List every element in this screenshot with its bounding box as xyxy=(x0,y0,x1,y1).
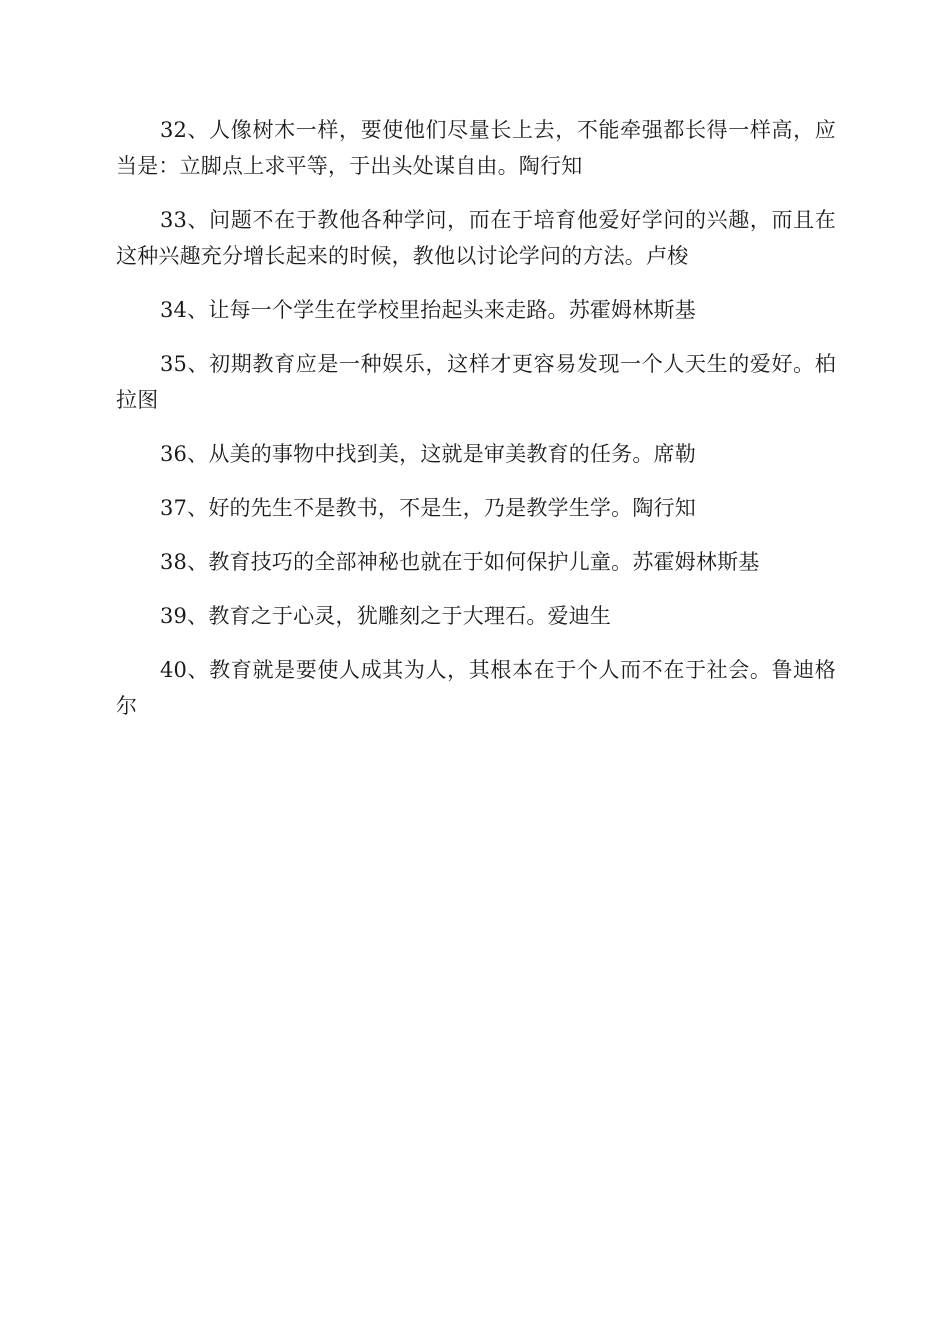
quote-paragraph-32: 32、人像树木一样，要使他们尽量长上去，不能牵强都长得一样高，应当是：立脚点上求平等，于出头处谋自由。陶行知 xyxy=(116,118,836,178)
quote-paragraph-35: 35、初期教育应是一种娱乐，这样才更容易发现一个人天生的爱好。柏拉图 xyxy=(116,352,836,412)
quote-paragraph-38: 38、教育技巧的全部神秘也就在于如何保护儿童。苏霍姆林斯基 xyxy=(160,550,760,574)
quote-list xyxy=(116,112,836,742)
quote-paragraph-36: 36、从美的事物中找到美，这就是审美教育的任务。席勒 xyxy=(160,442,696,466)
quote-paragraph-37: 37、好的先生不是教书，不是生，乃是教学生学。陶行知 xyxy=(160,496,696,520)
quote-paragraph-34: 34、让每一个学生在学校里抬起头来走路。苏霍姆林斯基 xyxy=(160,298,696,322)
quote-paragraph-39: 39、教育之于心灵，犹雕刻之于大理石。爱迪生 xyxy=(160,604,612,628)
quote-paragraph-40: 40、教育就是要使人成其为人，其根本在于个人而不在于社会。鲁迪格尔 xyxy=(116,658,836,718)
quote-paragraph-33: 33、问题不在于教他各种学问，而在于培育他爱好学问的兴趣，而且在这种兴趣充分增长起来的时候，教他以讨论学问的方法。卢梭 xyxy=(116,208,836,268)
